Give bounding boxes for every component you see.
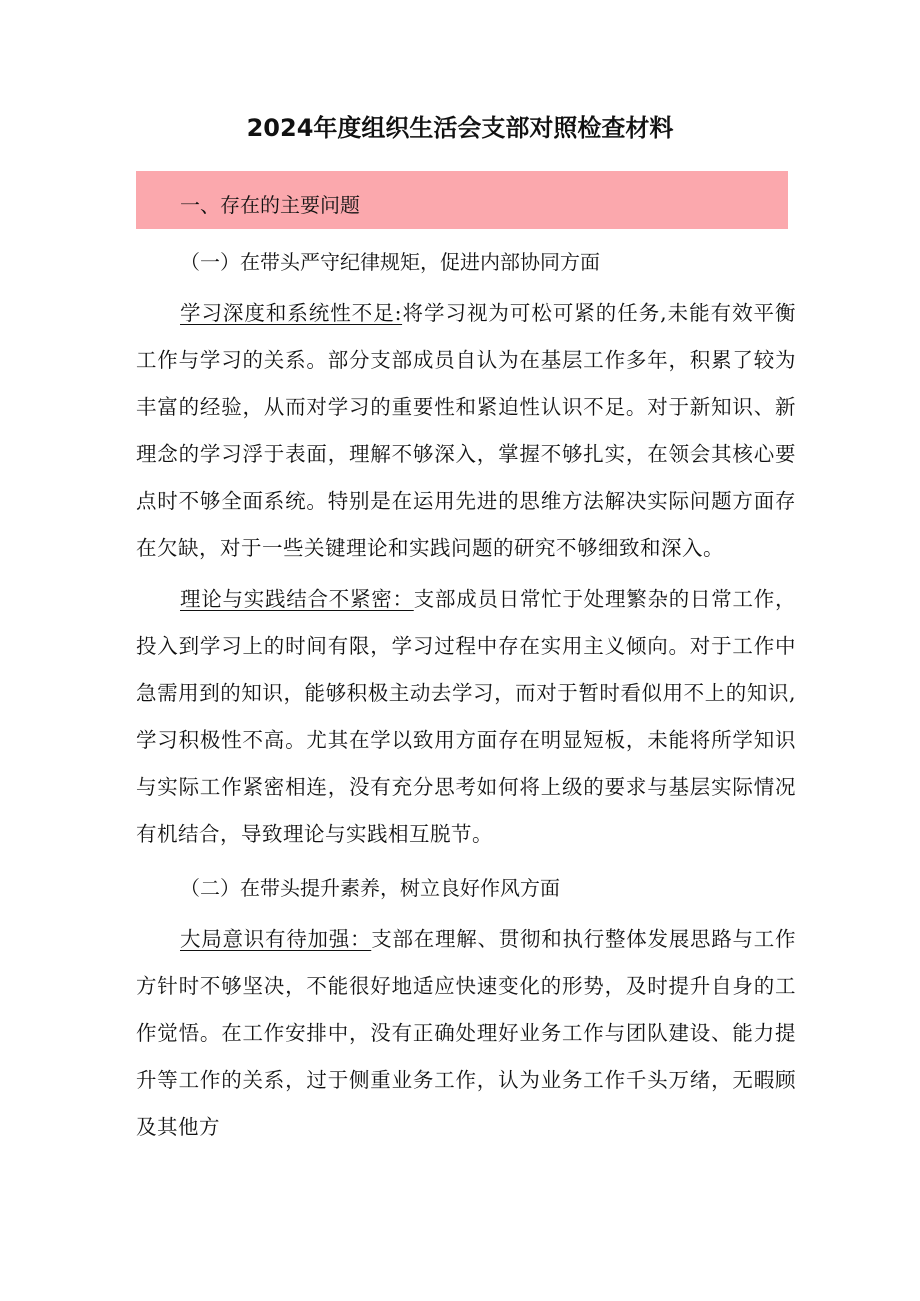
- paragraph-3-lead: 大局意识有待加强：: [180, 927, 372, 951]
- paragraph-3-body: 支部在理解、贯彻和执行整体发展思路与工作方针时不够坚决，不能很好地适应快速变化的形势，及时提升自身的工作觉悟。在工作安排中，没有正确处理好业务工作与团队建设、能力提升等工作的关系，过于侧重业务工作，认为业务工作千头万绪，无暇顾及其他方: [136, 927, 796, 1139]
- paragraph-1-body: 将学习视为可松可紧的任务,未能有效平衡工作与学习的关系。部分支部成员自认为在基层工作多年，积累了较为丰富的经验，从而对学习的重要性和紧迫性认识不足。对于新知识、新理念的学习浮于表面，理解不够深入，掌握不够扎实，在领会其核心要点时不够全面系统。特别是在运用先进的思维方法解决实际问题方面存在欠缺，对于一些关键理论和实践问题的研究不够细致和深入。: [136, 301, 797, 560]
- paragraph-1-lead: 学习深度和系统性不足:: [180, 301, 403, 325]
- paragraph-2-lead: 理论与实践结合不紧密：: [180, 587, 414, 611]
- subheading-1: （一）在带头严守纪律规矩，促进内部协同方面: [180, 250, 600, 274]
- paragraph-1: [136, 290, 796, 572]
- paragraph-2: [136, 576, 796, 858]
- document-title: 2024年度组织生活会支部对照检查材料: [246, 114, 674, 142]
- section-heading: 一、存在的主要问题: [180, 193, 360, 217]
- subheading-2: （二）在带头提升素养，树立良好作风方面: [180, 876, 560, 900]
- paragraph-2-body: 支部成员日常忙于处理繁杂的日常工作，投入到学习上的时间有限，学习过程中存在实用主义倾向。对于工作中急需用到的知识，能够积极主动去学习，而对于暂时看似用不上的知识,学习积极性不高。尤其在学以致用方面存在明显短板，未能将所学知识与实际工作紧密相连，没有充分思考如何将上级的要求与基层实际情况有机结合，导致理论与实践相互脱节。: [136, 587, 796, 846]
- paragraph-3: [136, 916, 796, 1151]
